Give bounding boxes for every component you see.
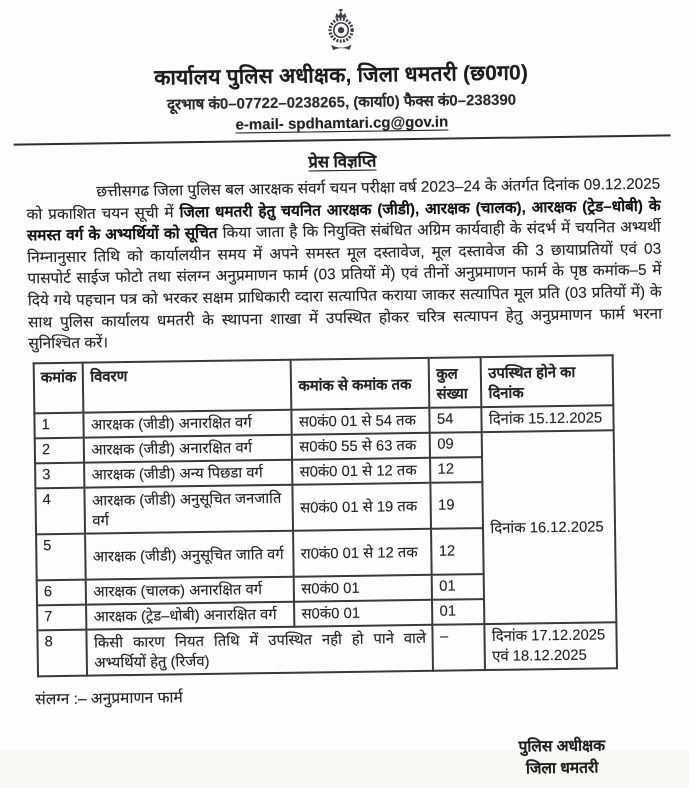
col-header-serial: कमांक xyxy=(34,362,84,413)
cell-serial: 4 xyxy=(35,487,85,534)
cell-description: आरक्षक (जीडी) अनुसूचित जनजाति वर्ग xyxy=(85,484,294,533)
cell-serial: 2 xyxy=(35,437,85,463)
police-crest-icon xyxy=(320,8,361,55)
cell-range: स0कं0 55 से 63 तक xyxy=(292,433,430,460)
letterhead xyxy=(22,2,661,146)
cell-description: आरक्षक (ट्रेड–धोबी) अनारक्षित वर्ग xyxy=(86,601,294,629)
signature-district: जिला धमतरी xyxy=(525,759,599,778)
header-divider xyxy=(14,134,671,145)
cell-serial: 1 xyxy=(34,412,84,438)
cell-total: 01 xyxy=(432,599,484,625)
cell-serial: 3 xyxy=(35,462,85,488)
cell-description: आरक्षक (चालक) अनारक्षित वर्ग xyxy=(86,576,294,604)
cell-total: 09 xyxy=(430,432,482,458)
cell-range: स0कं0 01 से 12 तक xyxy=(292,458,430,485)
cell-total: – xyxy=(433,624,486,671)
col-header-description: विवरण xyxy=(83,360,292,413)
press-release-paragraph xyxy=(26,174,662,356)
cell-description: आरक्षक (जीडी) अनारक्षित वर्ग xyxy=(84,434,292,462)
cell-description: आरक्षक (जीडी) अनुसूचित जाति वर्ग xyxy=(85,530,294,579)
cell-serial: 8 xyxy=(37,629,87,676)
paragraph-text-bold: जिला धमतरी हेतु चयनित आरक्षक (जीडी), आरक्षक (चालक), आरक्षक (ट्रेड–धोबी) के समस्त वर्ग के अभ्यर्थियों को सूचित xyxy=(26,197,661,245)
cell-description: आरक्षक (जीडी) अनारक्षित वर्ग xyxy=(84,409,292,437)
paragraph-text-start: छत्तीसगढ जिला पुलिस बल आरक्षक संवर्ग चयन परीक्षा वर्ष 2023–24 के अंतर्गत दिनांक 09.12.2025 को प्रकाशित चयन सूची में xyxy=(26,175,661,224)
cell-serial: 6 xyxy=(37,579,87,605)
paragraph-text-rest: किया जाता है कि नियुक्ति संबंधित अग्रिम कार्यवाही के संदर्भ में चयनित अभ्यर्थी निम्नानुसार तिथि को कार्यालयीन समय में अपने समस्त मूल दस्तावेज, मूल दस्तावेज की 3 छायाप्रतियों एवं 03 पासपोर्ट साईज फोटो तथा संलग्न अनुप्रमाणन फार्म (03 प्रतियों में) एवं तीनों अनुप्रमाणन फार्म के पृष्ठ कमांक–5 में दिये गये पहचान पत्र को भरकर सक्षम प्राधिकारी व्दारा सत्यापित कराया जाकर सत्यापित मूल प्रति (03 प्रतियों में) के साथ पुलिस कार्यालय धमतरी के स्थापना शाखा में उपस्थित होकर चरित्र सत्यापन हेतु अनुप्रमाणन फार्म भरना सुनिश्चित करें। xyxy=(27,218,663,353)
signature-designation: पुलिस अधीक्षक xyxy=(518,737,606,756)
cell-range: स0कं0 01 xyxy=(294,575,432,602)
cell-date: दिनांक 17.12.2025 एवं 18.12.2025 xyxy=(485,622,618,670)
cell-serial: 7 xyxy=(37,604,87,630)
cell-date: दिनांक 15.12.2025 xyxy=(482,405,614,432)
cell-range: स0कं0 01 xyxy=(294,600,432,627)
cell-description: किसी कारण नियत तिथि में उपस्थित नही हो पाने वाले अभ्यर्थियों हेतु (रिर्जव) xyxy=(87,625,434,676)
cell-total: 19 xyxy=(431,482,484,529)
attendance-schedule-table xyxy=(33,354,619,677)
col-header-total: कुल संख्या xyxy=(429,357,482,408)
cell-range: रा0कं0 01 से 12 तक xyxy=(293,529,432,577)
cell-total: 54 xyxy=(430,407,482,433)
cell-serial: 5 xyxy=(36,533,86,580)
phone-fax-line: दूरभाष कं0–07722–0238265, (कार्या0) फैक्स कं0–238390 xyxy=(166,91,517,114)
table-header-row xyxy=(34,355,614,413)
cell-range: स0कं0 01 से 19 तक xyxy=(293,483,432,531)
cell-date-merged: दिनांक 16.12.2025 xyxy=(482,430,617,624)
col-header-date: उपस्थित होने का दिनांक xyxy=(481,355,614,407)
cell-total: 12 xyxy=(430,457,482,483)
press-release-title: प्रेस विज्ञप्ति xyxy=(308,152,377,172)
email-line: e-mail- spdhamtari.cg@gov.in xyxy=(235,113,449,134)
office-title: कार्यालय पुलिस अधीक्षक, जिला धमतरी (छ0ग0) xyxy=(154,61,529,90)
signature-block xyxy=(518,735,605,780)
enclosure-note: संलग्न :– अनुप्रमाणन फार्म xyxy=(35,689,183,709)
cell-range: स0कं0 01 से 54 तक xyxy=(292,408,430,435)
cell-total: 01 xyxy=(432,574,484,600)
table-row-8 xyxy=(37,622,617,676)
cell-description: आरक्षक (जीडी) अन्य पिछडा वर्ग xyxy=(84,459,292,487)
col-header-range: कमांक से कमांक तक xyxy=(291,358,430,410)
cell-total: 12 xyxy=(431,528,484,575)
